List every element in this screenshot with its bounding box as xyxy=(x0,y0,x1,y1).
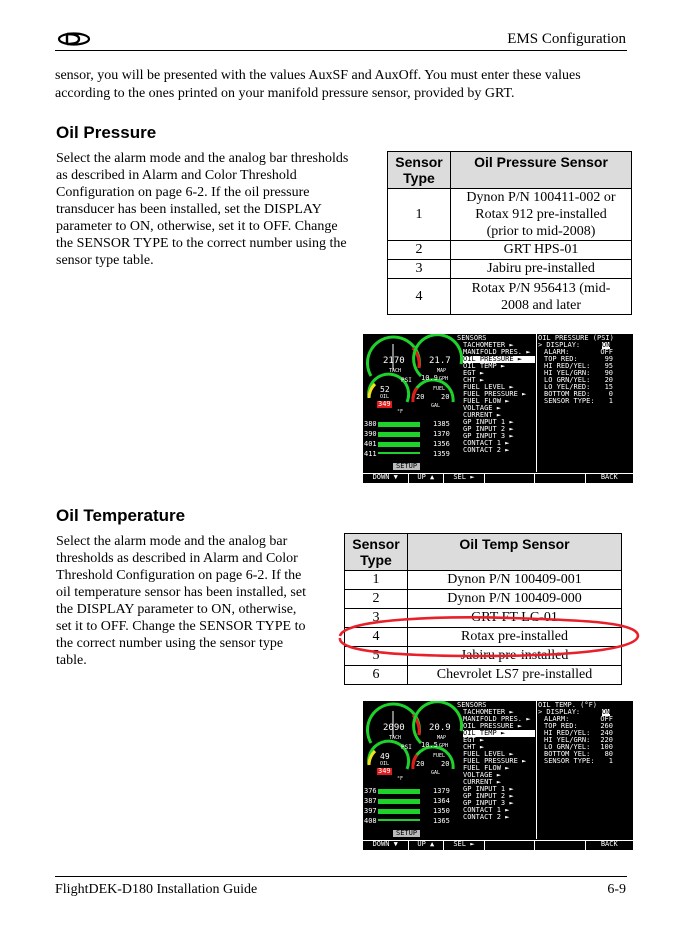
softkey-back[interactable]: BACK xyxy=(600,473,618,481)
sensor-type-cell: 5 xyxy=(345,647,408,666)
intro-line-1: sensor, you will be presented with the values AuxSF and AuxOff. You must enter these values xyxy=(55,68,581,83)
menu-item-selected: OIL TEMP ► xyxy=(463,730,535,737)
param-value: 20 xyxy=(604,376,613,384)
fuel-left-value: 20 xyxy=(416,393,425,401)
text-line: the correct number using the sensor type xyxy=(56,636,284,651)
softkey-blank[interactable] xyxy=(535,841,585,850)
menu-item: FUEL PRESSURE ► xyxy=(463,390,527,398)
oil-pressure-sensor-table xyxy=(387,151,632,315)
fuel-right-value: 20 xyxy=(441,760,450,768)
text-line: Select the alarm mode and the analog bar xyxy=(56,534,288,549)
menu-item: CHT ► xyxy=(463,376,485,384)
fuel-flow-value: 10.5 xyxy=(421,741,438,749)
sensor-type-cell: 4 xyxy=(345,628,408,647)
sensor-type-cell: 3 xyxy=(388,260,451,279)
map-value: 21.7 xyxy=(429,356,451,366)
menu-item: EGT ► xyxy=(463,369,485,377)
menu-item: FUEL LEVEL ► xyxy=(463,750,514,758)
table-header-row xyxy=(345,534,622,571)
param-key: LO YEL/RED: xyxy=(544,383,591,391)
intro-line-2: according to the ones printed on your manifold pressure sensor, provided by GRT. xyxy=(55,86,515,101)
oil-pressure-value: 52 xyxy=(380,385,390,394)
param-key: HI RED/YEL: xyxy=(544,362,591,370)
param-key: SENSOR TYPE: xyxy=(544,757,595,765)
softkey-up[interactable]: UP ▲ xyxy=(409,841,445,850)
param-key: SENSOR TYPE: xyxy=(544,397,595,405)
param-value: 1 xyxy=(608,757,613,765)
menu-item: GP INPUT 2 ► xyxy=(463,425,514,433)
menu-item: VOLTAGE ► xyxy=(463,771,501,779)
menu-item: GP INPUT 1 ► xyxy=(463,785,514,793)
menu-item: CURRENT ► xyxy=(463,778,501,786)
param-key: HI RED/YEL: xyxy=(544,729,591,737)
text-line: Configuration on page 6-2. If the oil pressure xyxy=(56,185,310,200)
softkey-sel[interactable]: SEL ► xyxy=(444,474,485,483)
param-key: TOP RED: xyxy=(544,355,578,363)
menu-item: MANIFOLD PRES. ► xyxy=(463,715,531,723)
param-key: BOTTOM YEL: xyxy=(544,750,591,758)
menu-item: TACHOMETER ► xyxy=(463,708,514,716)
menu-item: CONTACT 1 ► xyxy=(463,806,510,814)
param-value: 95 xyxy=(604,362,613,370)
param-value: 15 xyxy=(604,383,613,391)
tach-value: 2170 xyxy=(383,356,405,366)
softkey-blank[interactable] xyxy=(535,474,585,483)
cht-value: 1385 xyxy=(433,420,450,428)
table-row xyxy=(345,590,622,609)
softkey-down[interactable]: DOWN ▼ xyxy=(363,841,409,850)
param-key: TOP RED: xyxy=(544,722,578,730)
panel-divider xyxy=(536,701,537,839)
menu-item: EGT ► xyxy=(463,736,485,744)
ems-setup-screenshot-oil-temp xyxy=(363,701,633,850)
dynon-logo xyxy=(57,32,91,46)
menu-item: OIL TEMP ► xyxy=(463,362,506,370)
fuel-label: FUEL xyxy=(433,386,446,392)
text-line: Select the alarm mode and the analog bar thresholds xyxy=(56,151,349,166)
param-key: > DISPLAY: xyxy=(538,341,581,349)
param-value: 90 xyxy=(604,369,613,377)
sensor-type-cell: 3 xyxy=(345,609,408,628)
param-key: ALARM: xyxy=(544,348,570,356)
menu-item: GP INPUT 2 ► xyxy=(463,792,514,800)
text-line: the SENSOR TYPE to the correct number using the xyxy=(56,236,347,251)
column-header-sensor-type: Sensor Type xyxy=(388,152,451,189)
egt-value: 387 xyxy=(364,797,377,805)
egt-value: 380 xyxy=(364,420,377,428)
column-header-sensor-type: Sensor Type xyxy=(345,534,408,571)
table-row xyxy=(388,189,632,241)
sensor-name-cell: Dynon P/N 100409-001 xyxy=(408,571,622,590)
table-header-row xyxy=(388,152,632,189)
egt-value: 376 xyxy=(364,787,377,795)
gph-label: GPH xyxy=(439,743,449,749)
param-value: 0 xyxy=(608,390,613,398)
sensor-name-cell: GRT FT-LC-01 xyxy=(408,609,622,628)
param-value: 1 xyxy=(608,397,613,405)
oil-temperature-description xyxy=(56,533,336,669)
sensor-type-cell: 2 xyxy=(388,241,451,260)
deg-label: °F xyxy=(397,409,404,415)
tach-label: TACH xyxy=(389,368,402,374)
oil-label: OIL xyxy=(380,394,390,400)
param-key: LO GRN/YEL: xyxy=(544,376,591,384)
table-row xyxy=(388,241,632,260)
text-line: Threshold Configuration on page 6-2. If the xyxy=(56,568,302,583)
oil-pressure-heading: Oil Pressure xyxy=(56,123,157,142)
sensor-type-cell: 4 xyxy=(388,279,451,315)
footer-divider xyxy=(55,876,627,877)
param-value: 220 xyxy=(600,736,613,744)
panel-divider xyxy=(536,334,537,472)
menu-item: CONTACT 1 ► xyxy=(463,439,510,447)
sensors-menu xyxy=(455,701,535,839)
menu-item: SENSORS xyxy=(457,334,487,342)
sensor-type-cell: 1 xyxy=(388,189,451,241)
param-value: OFF xyxy=(600,348,613,356)
menu-item: MANIFOLD PRES. ► xyxy=(463,348,531,356)
column-header-sensor: Oil Pressure Sensor xyxy=(451,152,632,189)
setup-label: SETUP xyxy=(393,830,420,837)
parameters-panel xyxy=(538,701,633,839)
sensor-name-cell: Dynon P/N 100409-000 xyxy=(408,590,622,609)
oil-temperature-heading: Oil Temperature xyxy=(56,506,186,525)
tach-label: TACH xyxy=(389,735,402,741)
oil-temp-sensor-table xyxy=(344,533,622,685)
param-value: 80 xyxy=(604,750,613,758)
param-value: 240 xyxy=(600,729,613,737)
menu-item: CONTACT 2 ► xyxy=(463,813,510,821)
cht-value: 1364 xyxy=(433,797,450,805)
param-value: ON xyxy=(602,341,611,349)
cht-value: 1356 xyxy=(433,440,450,448)
sensor-name-cell: Jabiru pre-installed xyxy=(408,647,622,666)
param-key: HI YEL/GRN: xyxy=(544,369,591,377)
text-line: set it to OFF. Change the SENSOR TYPE to xyxy=(56,619,306,634)
page-number: 6-9 xyxy=(607,882,626,897)
header-divider xyxy=(55,50,627,51)
param-key: ALARM: xyxy=(544,715,570,723)
table-row xyxy=(388,260,632,279)
cht-value: 1379 xyxy=(433,787,450,795)
oil-label: OIL xyxy=(380,761,390,767)
menu-item: GP INPUT 3 ► xyxy=(463,799,514,807)
sensor-name-cell: Jabiru pre-installed xyxy=(451,260,632,279)
egt-value: 401 xyxy=(364,440,377,448)
menu-item: CONTACT 2 ► xyxy=(463,446,510,454)
oil-temp-value: 349 xyxy=(378,767,391,775)
menu-item: OIL PRESSURE ► xyxy=(463,722,523,730)
highlight-ellipse xyxy=(330,612,650,662)
param-value: 100 xyxy=(600,743,613,751)
sensor-type-cell: 2 xyxy=(345,590,408,609)
param-key: BOTTOM RED: xyxy=(544,390,591,398)
params-title: OIL TEMP. (°F) xyxy=(538,701,598,709)
egt-value: 397 xyxy=(364,807,377,815)
oil-temp-value: 349 xyxy=(378,400,391,408)
deg-label: °F xyxy=(397,776,404,782)
menu-item: FUEL LEVEL ► xyxy=(463,383,514,391)
gal-label: GAL xyxy=(431,770,441,776)
psi-label: PSI xyxy=(401,377,412,384)
sensors-menu xyxy=(455,334,535,472)
param-key: LO GRN/YEL: xyxy=(544,743,591,751)
text-line: sensor type table. xyxy=(56,253,154,268)
softkey-bar xyxy=(363,840,633,850)
text-line: transducer has been installed, set the DISPLAY xyxy=(56,202,322,217)
menu-item: CHT ► xyxy=(463,743,485,751)
fuel-flow-value: 10.9 xyxy=(421,374,438,382)
ems-setup-screenshot-oil-pressure xyxy=(363,334,633,483)
sensor-name-cell: Rotax pre-installed xyxy=(408,628,622,647)
table-row xyxy=(345,666,622,685)
sensor-name-cell: GRT HPS-01 xyxy=(451,241,632,260)
softkey-back[interactable]: BACK xyxy=(600,840,618,848)
gph-label: GPH xyxy=(439,376,449,382)
menu-item-selected: OIL PRESSURE ► xyxy=(463,356,535,363)
softkey-bar xyxy=(363,473,633,483)
fuel-left-value: 20 xyxy=(416,760,425,768)
footer-guide-title: FlightDEK-D180 Installation Guide xyxy=(55,882,258,897)
menu-item: FUEL FLOW ► xyxy=(463,764,510,772)
sensor-name-cell: Rotax P/N 956413 (mid- 2008 and later xyxy=(451,279,632,315)
params-title: OIL PRESSURE (PSI) xyxy=(538,334,614,342)
menu-item: FUEL PRESSURE ► xyxy=(463,757,527,765)
psi-label: PSI xyxy=(401,744,412,751)
softkey-down[interactable]: DOWN ▼ xyxy=(363,474,409,483)
cht-value: 1365 xyxy=(433,817,450,825)
cht-value: 1359 xyxy=(433,450,450,458)
map-label: MAP xyxy=(437,368,447,374)
column-header-sensor: Oil Temp Sensor xyxy=(408,534,622,571)
setup-label: SETUP xyxy=(393,463,420,470)
map-label: MAP xyxy=(437,735,447,741)
menu-item: CURRENT ► xyxy=(463,411,501,419)
param-value: 260 xyxy=(600,722,613,730)
param-key: > DISPLAY: xyxy=(538,708,581,716)
cht-value: 1370 xyxy=(433,430,450,438)
param-value: 99 xyxy=(604,355,613,363)
parameters-panel xyxy=(538,334,633,472)
oil-pressure-value: 49 xyxy=(380,752,390,761)
text-line: table. xyxy=(56,653,87,668)
gal-label: GAL xyxy=(431,403,441,409)
text-line: as described in Alarm and Color Threshold xyxy=(56,168,297,183)
header-title: EMS Configuration xyxy=(507,31,626,47)
softkey-blank[interactable] xyxy=(485,841,535,850)
sensor-name-cell: Chevrolet LS7 pre-installed xyxy=(408,666,622,685)
tach-value: 2090 xyxy=(383,723,405,733)
sensor-type-cell: 1 xyxy=(345,571,408,590)
text-line: thresholds as described in Alarm and Color xyxy=(56,551,298,566)
table-row xyxy=(345,571,622,590)
sensor-name-cell: Dynon P/N 100411-002 or Rotax 912 pre-installed (prior to mid-2008) xyxy=(451,189,632,241)
egt-value: 390 xyxy=(364,430,377,438)
oil-pressure-description xyxy=(56,150,376,269)
param-value: ON xyxy=(602,708,611,716)
softkey-sel[interactable]: SEL ► xyxy=(444,841,485,850)
menu-item: SENSORS xyxy=(457,701,487,709)
menu-item: TACHOMETER ► xyxy=(463,341,514,349)
fuel-label: FUEL xyxy=(433,753,446,759)
menu-item: GP INPUT 1 ► xyxy=(463,418,514,426)
table-row xyxy=(388,279,632,315)
param-key: HI YEL/GRN: xyxy=(544,736,591,744)
menu-item: GP INPUT 3 ► xyxy=(463,432,514,440)
text-line: oil temperature sensor has been installed, set xyxy=(56,585,306,600)
fuel-right-value: 20 xyxy=(441,393,450,401)
egt-value: 411 xyxy=(364,450,377,458)
cht-value: 1350 xyxy=(433,807,450,815)
text-line: the DISPLAY parameter to ON, otherwise, xyxy=(56,602,297,617)
menu-item: FUEL FLOW ► xyxy=(463,397,510,405)
egt-value: 408 xyxy=(364,817,377,825)
text-line: parameter to ON, otherwise, set it to OFF. Change xyxy=(56,219,338,234)
param-value: OFF xyxy=(600,715,613,723)
sensor-type-cell: 6 xyxy=(345,666,408,685)
menu-item: VOLTAGE ► xyxy=(463,404,501,412)
softkey-up[interactable]: UP ▲ xyxy=(409,474,445,483)
softkey-blank[interactable] xyxy=(485,474,535,483)
map-value: 20.9 xyxy=(429,723,451,733)
